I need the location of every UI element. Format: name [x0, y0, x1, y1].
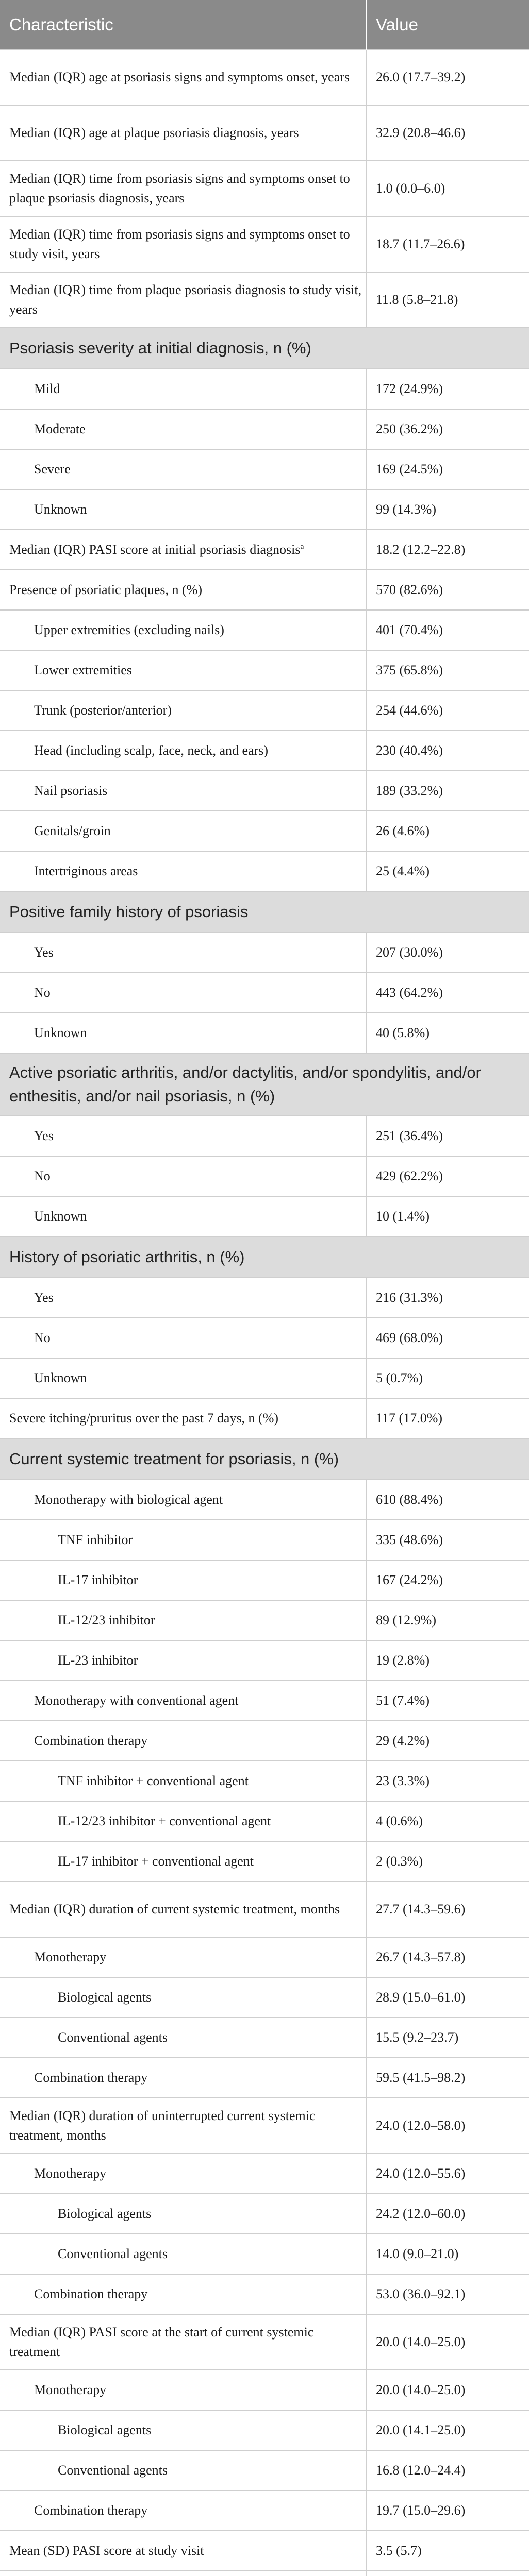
table-row — [0, 851, 529, 891]
value-cell: 251 (36.4%) — [366, 1116, 529, 1156]
table-row — [0, 2018, 529, 2058]
value-cell: 26.0 (17.7–39.2) — [366, 49, 529, 105]
characteristic-cell — [0, 49, 366, 105]
characteristic-cell — [0, 216, 366, 272]
table-row — [0, 1318, 529, 1358]
table-row — [0, 650, 529, 690]
value-cell: 16.8 (12.0–24.4) — [366, 2450, 529, 2490]
characteristic-cell — [0, 2018, 366, 2058]
characteristic-label: Yes — [34, 1290, 54, 1305]
characteristic-cell — [0, 2314, 366, 2370]
table-row — [0, 771, 529, 811]
value-cell: 610 (88.4%) — [366, 1480, 529, 1520]
characteristic-label: TNF inhibitor — [58, 1532, 133, 1547]
characteristic-cell — [0, 650, 366, 690]
table-row — [0, 933, 529, 973]
table-row — [0, 409, 529, 449]
characteristic-label: Mean (SD) PASI score at study visit — [9, 2543, 204, 2558]
table-row — [0, 731, 529, 771]
table-row — [0, 1841, 529, 1882]
characteristic-label: IL-17 inhibitor — [58, 1572, 138, 1587]
column-header-value: Value — [366, 0, 529, 49]
value-cell: 19 (2.8%) — [366, 1640, 529, 1681]
characteristic-cell — [0, 1937, 366, 1977]
table-row — [0, 489, 529, 530]
value-cell: 401 (70.4%) — [366, 610, 529, 650]
table-row — [0, 973, 529, 1013]
characteristic-label: No — [34, 1330, 51, 1345]
characteristic-cell — [0, 1196, 366, 1236]
characteristic-label: IL-12/23 inhibitor + conventional agent — [58, 1814, 271, 1828]
table-row — [0, 2531, 529, 2571]
characteristic-label: Monotherapy — [34, 2166, 107, 2181]
characteristic-cell — [0, 610, 366, 650]
table-row — [0, 1278, 529, 1318]
characteristic-cell — [0, 105, 366, 161]
characteristic-cell — [0, 1977, 366, 2018]
section-title: Active psoriatic arthritis, and/or dactylitis, and/or spondylitis, and/or enthesitis, and/or nail psoriasis, n (%) — [0, 1053, 529, 1116]
section-title: Positive family history of psoriasis — [0, 891, 529, 933]
characteristic-cell — [0, 771, 366, 811]
table-row — [0, 610, 529, 650]
table-row — [0, 2370, 529, 2410]
table-row — [0, 1640, 529, 1681]
table-row — [0, 1600, 529, 1640]
table-row — [0, 2194, 529, 2234]
characteristic-label: Median (IQR) PASI score at the start of current systemic treatment — [9, 2325, 314, 2359]
value-cell: 172 (24.9%) — [366, 369, 529, 409]
characteristic-label: Genitals/groin — [34, 823, 111, 838]
characteristic-cell — [0, 1721, 366, 1761]
characteristic-label: Biological agents — [58, 1990, 152, 2005]
characteristic-cell — [0, 1278, 366, 1318]
characteristic-cell — [0, 489, 366, 530]
table-row — [0, 449, 529, 489]
table-row — [0, 2314, 529, 2370]
table-row — [0, 1358, 529, 1398]
characteristic-cell — [0, 1318, 366, 1358]
characteristic-label: Median (IQR) time from plaque psoriasis diagnosis to study visit, years — [9, 282, 362, 317]
characteristic-label: Presence of psoriatic plaques, n (%) — [9, 582, 202, 597]
characteristic-cell — [0, 2531, 366, 2571]
value-cell: 429 (62.2%) — [366, 1156, 529, 1196]
value-cell: 20.0 (14.1–25.0) — [366, 2410, 529, 2450]
table-row — [0, 1560, 529, 1600]
characteristic-label: Moderate — [34, 421, 86, 436]
table-row — [0, 161, 529, 216]
characteristic-label: Trunk (posterior/anterior) — [34, 703, 172, 718]
table-row — [0, 105, 529, 161]
characteristic-label: TNF inhibitor + conventional agent — [58, 1773, 249, 1788]
value-cell: 29 (4.2%) — [366, 1721, 529, 1761]
table-row — [0, 1761, 529, 1801]
characteristic-cell — [0, 2450, 366, 2490]
table-row — [0, 1721, 529, 1761]
column-header-characteristic: Characteristic — [0, 0, 366, 49]
value-cell: 167 (24.2%) — [366, 1560, 529, 1600]
characteristic-label: Mild — [34, 381, 60, 396]
characteristic-cell — [0, 369, 366, 409]
table-row — [0, 2058, 529, 2098]
table-row — [0, 1977, 529, 2018]
characteristic-cell — [0, 2234, 366, 2274]
section-header-row — [0, 328, 529, 369]
table-row — [0, 1156, 529, 1196]
characteristic-label: Unknown — [34, 1025, 87, 1040]
characteristic-cell — [0, 1520, 366, 1560]
characteristic-cell — [0, 2490, 366, 2531]
characteristic-label: Yes — [34, 945, 54, 960]
characteristic-label: Conventional agents — [58, 2030, 168, 2045]
section-title: Psoriasis severity at initial diagnosis, n (%) — [0, 328, 529, 369]
value-cell: 250 (36.2%) — [366, 409, 529, 449]
table-row — [0, 1681, 529, 1721]
section-header-row — [0, 1053, 529, 1116]
value-cell: 375 (65.8%) — [366, 650, 529, 690]
characteristic-cell — [0, 2098, 366, 2154]
table-row — [0, 1196, 529, 1236]
characteristic-label: Median (IQR) age at plaque psoriasis diagnosis, years — [9, 125, 299, 140]
section-header-row — [0, 1438, 529, 1480]
value-cell: 28.9 (15.0–61.0) — [366, 1977, 529, 2018]
characteristic-cell — [0, 973, 366, 1013]
value-cell: 15.5 (9.2–23.7) — [366, 2018, 529, 2058]
value-cell: 117 (17.0%) — [366, 1398, 529, 1438]
value-cell — [366, 2571, 529, 2576]
value-cell: 169 (24.5%) — [366, 449, 529, 489]
table-row — [0, 690, 529, 731]
characteristic-label: Combination therapy — [34, 2070, 148, 2085]
characteristic-label: Lower extremities — [34, 663, 132, 677]
characteristic-label: Biological agents — [58, 2206, 152, 2221]
characteristic-cell — [0, 933, 366, 973]
characteristic-cell — [0, 1640, 366, 1681]
characteristic-label: Combination therapy — [34, 2503, 148, 2518]
value-cell: 469 (68.0%) — [366, 1318, 529, 1358]
table-row — [0, 2154, 529, 2194]
table-body — [0, 49, 529, 2576]
value-cell: 216 (31.3%) — [366, 1278, 529, 1318]
characteristic-cell — [0, 272, 366, 328]
table-row — [0, 1116, 529, 1156]
value-cell: 3.5 (5.7) — [366, 2531, 529, 2571]
table-row — [0, 2450, 529, 2490]
characteristic-cell — [0, 1156, 366, 1196]
characteristic-cell — [0, 1801, 366, 1841]
value-cell: 59.5 (41.5–98.2) — [366, 2058, 529, 2098]
characteristic-label: Combination therapy — [34, 1733, 148, 1748]
value-cell: 230 (40.4%) — [366, 731, 529, 771]
characteristic-cell — [0, 1681, 366, 1721]
value-cell: 25 (4.4%) — [366, 851, 529, 891]
characteristic-label: Yes — [34, 1128, 54, 1143]
table-row — [0, 272, 529, 328]
characteristic-label: IL-12/23 inhibitor — [58, 1613, 155, 1628]
value-cell: 14.0 (9.0–21.0) — [366, 2234, 529, 2274]
table-header-row — [0, 0, 529, 49]
section-title: History of psoriatic arthritis, n (%) — [0, 1236, 529, 1278]
table-row — [0, 216, 529, 272]
characteristic-label: Conventional agents — [58, 2246, 168, 2261]
value-cell: 5 (0.7%) — [366, 1358, 529, 1398]
characteristic-cell — [0, 1600, 366, 1640]
characteristic-cell — [0, 2410, 366, 2450]
section-title: Current systemic treatment for psoriasis, n (%) — [0, 1438, 529, 1480]
characteristic-cell — [0, 1560, 366, 1600]
value-cell: 26.7 (14.3–57.8) — [366, 1937, 529, 1977]
characteristic-label: Intertriginous areas — [34, 863, 138, 878]
table-row — [0, 1882, 529, 1937]
characteristic-label: Median (IQR) time from psoriasis signs and symptoms onset to plaque psoriasis diagnosis, years — [9, 171, 350, 206]
characteristic-cell — [0, 570, 366, 610]
characteristic-label: IL-17 inhibitor + conventional agent — [58, 1854, 254, 1869]
table-row — [0, 1013, 529, 1053]
value-cell: 24.0 (12.0–58.0) — [366, 2098, 529, 2154]
characteristic-cell — [0, 1358, 366, 1398]
value-cell: 207 (30.0%) — [366, 933, 529, 973]
footnote-marker: a — [300, 542, 304, 551]
characteristic-label: IL-23 inhibitor — [58, 1653, 138, 1668]
table-row — [0, 811, 529, 851]
value-cell: 4 (0.6%) — [366, 1801, 529, 1841]
value-cell: 11.8 (5.8–21.8) — [366, 272, 529, 328]
characteristic-cell — [0, 2194, 366, 2234]
table-row — [0, 2571, 529, 2576]
characteristic-label: Unknown — [34, 1370, 87, 1385]
characteristic-label: Head (including scalp, face, neck, and ears) — [34, 743, 269, 758]
characteristic-cell — [0, 1116, 366, 1156]
characteristic-label: Combination therapy — [34, 2286, 148, 2301]
table-row — [0, 570, 529, 610]
characteristic-label: Upper extremities (excluding nails) — [34, 622, 224, 637]
value-cell: 40 (5.8%) — [366, 1013, 529, 1053]
characteristic-cell — [0, 1480, 366, 1520]
table-row — [0, 1480, 529, 1520]
value-cell: 99 (14.3%) — [366, 489, 529, 530]
value-cell: 18.2 (12.2–22.8) — [366, 530, 529, 570]
characteristic-label: Nail psoriasis — [34, 783, 108, 798]
table-row — [0, 530, 529, 570]
characteristic-label: Median (IQR) age at psoriasis signs and symptoms onset, years — [9, 70, 350, 84]
characteristic-cell — [0, 1882, 366, 1937]
value-cell: 27.7 (14.3–59.6) — [366, 1882, 529, 1937]
characteristic-cell — [0, 449, 366, 489]
characteristic-cell — [0, 161, 366, 216]
characteristic-label: Severe itching/pruritus over the past 7 days, n (%) — [9, 1411, 279, 1426]
table-row — [0, 49, 529, 105]
value-cell: 335 (48.6%) — [366, 1520, 529, 1560]
value-cell: 2 (0.3%) — [366, 1841, 529, 1882]
table-row — [0, 2410, 529, 2450]
characteristic-label: Median (IQR) PASI score at initial psoriasis diagnosis — [9, 542, 301, 557]
characteristic-label: Median (IQR) duration of uninterrupted current systemic treatment, months — [9, 2108, 316, 2143]
value-cell: 10 (1.4%) — [366, 1196, 529, 1236]
table-row — [0, 2098, 529, 2154]
value-cell: 254 (44.6%) — [366, 690, 529, 731]
value-cell: 23 (3.3%) — [366, 1761, 529, 1801]
value-cell: 443 (64.2%) — [366, 973, 529, 1013]
section-header-row — [0, 1236, 529, 1278]
characteristic-label: Median (IQR) duration of current systemic treatment, months — [9, 1902, 340, 1917]
characteristic-label: Conventional agents — [58, 2463, 168, 2478]
value-cell: 18.7 (11.7–26.6) — [366, 216, 529, 272]
table-row — [0, 1520, 529, 1560]
characteristic-cell — [0, 2370, 366, 2410]
value-cell: 24.2 (12.0–60.0) — [366, 2194, 529, 2234]
table-row — [0, 1801, 529, 1841]
table-row — [0, 369, 529, 409]
characteristic-label: Unknown — [34, 502, 87, 517]
value-cell: 1.0 (0.0–6.0) — [366, 161, 529, 216]
value-cell: 89 (12.9%) — [366, 1600, 529, 1640]
characteristic-cell — [0, 2274, 366, 2314]
characteristic-label: Biological agents — [58, 2422, 152, 2437]
characteristic-cell — [0, 2571, 366, 2576]
characteristic-cell — [0, 2058, 366, 2098]
characteristic-label: No — [34, 1168, 51, 1183]
characteristic-label: Monotherapy with biological agent — [34, 1492, 223, 1507]
characteristic-cell — [0, 2154, 366, 2194]
value-cell: 19.7 (15.0–29.6) — [366, 2490, 529, 2531]
value-cell: 53.0 (36.0–92.1) — [366, 2274, 529, 2314]
characteristic-label: Monotherapy with conventional agent — [34, 1693, 239, 1708]
characteristic-cell — [0, 409, 366, 449]
value-cell: 26 (4.6%) — [366, 811, 529, 851]
characteristic-cell — [0, 811, 366, 851]
characteristic-cell — [0, 1761, 366, 1801]
table-row — [0, 2274, 529, 2314]
table-row — [0, 1937, 529, 1977]
value-cell: 20.0 (14.0–25.0) — [366, 2314, 529, 2370]
characteristic-cell — [0, 731, 366, 771]
value-cell: 51 (7.4%) — [366, 1681, 529, 1721]
characteristic-label: Monotherapy — [34, 2382, 107, 2397]
characteristic-label: Severe — [34, 462, 71, 477]
table-row — [0, 1398, 529, 1438]
table-row — [0, 2490, 529, 2531]
characteristic-label: Monotherapy — [34, 1950, 107, 1964]
characteristic-cell — [0, 851, 366, 891]
characteristic-cell — [0, 530, 366, 570]
value-cell: 32.9 (20.8–46.6) — [366, 105, 529, 161]
value-cell: 189 (33.2%) — [366, 771, 529, 811]
table-row — [0, 2234, 529, 2274]
value-cell: 24.0 (12.0–55.6) — [366, 2154, 529, 2194]
characteristic-label: Median (IQR) time from psoriasis signs and symptoms onset to study visit, years — [9, 227, 350, 261]
value-cell: 570 (82.6%) — [366, 570, 529, 610]
characteristic-label: Unknown — [34, 1209, 87, 1224]
characteristic-cell — [0, 1841, 366, 1882]
characteristic-label: No — [34, 985, 51, 1000]
characteristic-cell — [0, 1398, 366, 1438]
section-header-row — [0, 891, 529, 933]
characteristic-cell — [0, 1013, 366, 1053]
characteristic-cell — [0, 690, 366, 731]
value-cell: 20.0 (14.0–25.0) — [366, 2370, 529, 2410]
